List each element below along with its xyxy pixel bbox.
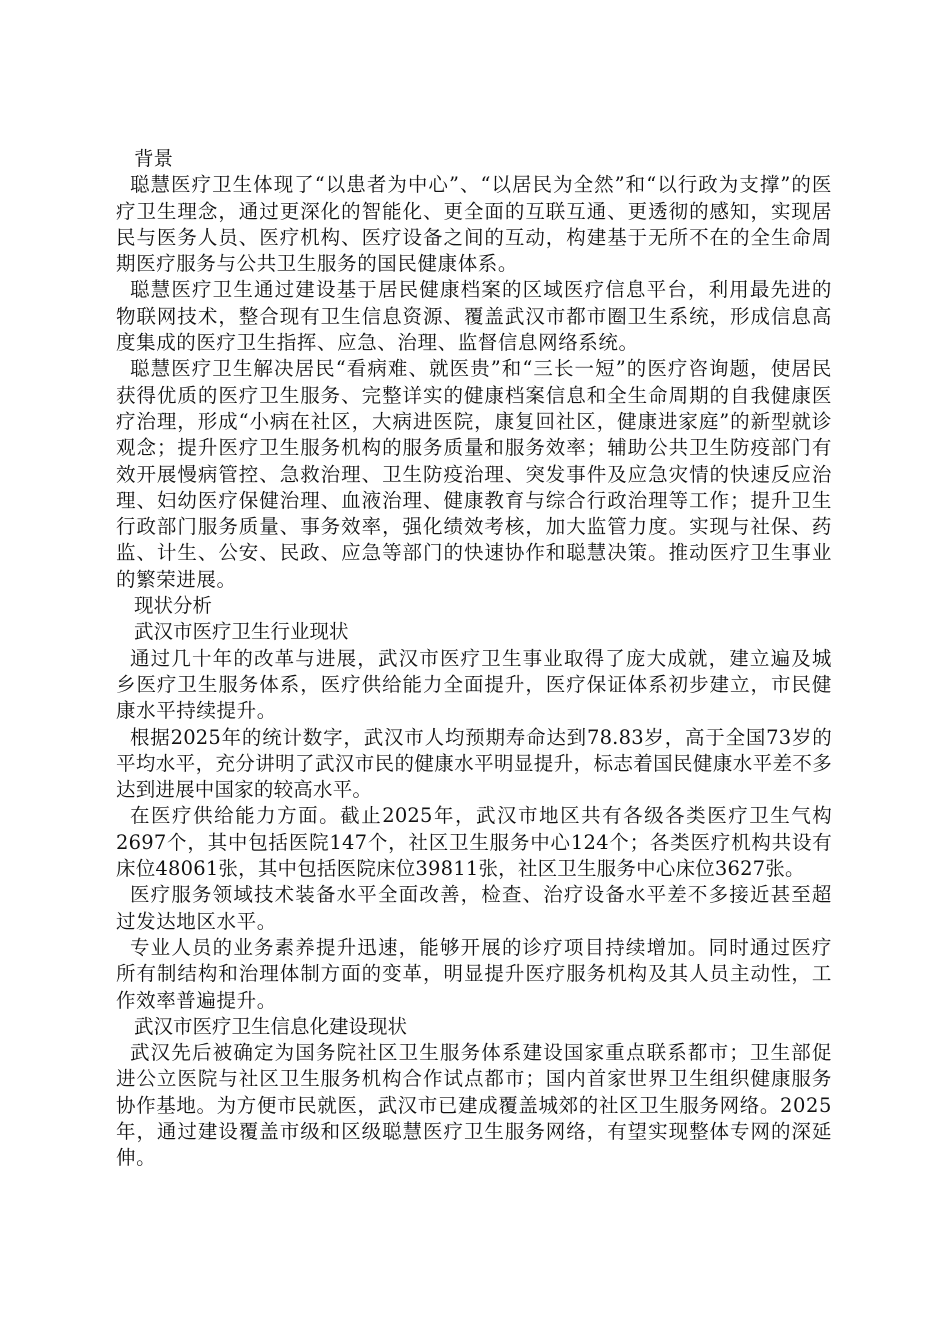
industry-paragraph-2: 根据2025年的统计数字，武汉市人均预期寿命达到78.83岁，高于全国73岁的平均水平，充分讲明了武汉市民的健康水平明显提升，标志着国民健康水平差不多达到进展中国家的较高水平。 xyxy=(116,725,832,802)
industry-paragraph-3: 在医疗供给能力方面。截止2025年，武汉市地区共有各级各类医疗卫生气构2697个，其中包括医院147个，社区卫生服务中心124个；各类医疗机构共设有床位48061张，其中包括医院床位39811张，社区卫生服务中心床位3627张。 xyxy=(116,804,832,881)
background-paragraph-3: 聪慧医疗卫生解决居民“看病难、就医贵”和“三长一短”的医疗咨询题，使居民获得优质的医疗卫生服务、完整详实的健康档案信息和全生命周期的自我健康医疗治理，形成“小病在社区，大病进医院，康复回社区，健康进家庭”的新型就诊观念；提升医疗卫生服务机构的服务质量和服务效率；辅助公共卫生防疫部门有效开展慢病管控、急救治理、卫生防疫治理、突发事件及应急灾情的快速反应治理、妇幼医疗保健治理、血液治理、健康教育与综合行政治理等工作；提升卫生行政部门服务质量、事务效率，强化绩效考核，加大监管力度。实现与社保、药监、计生、公安、民政、应急等部门的快速协作和聪慧决策。推动医疗卫生事业的繁荣进展。 xyxy=(116,357,832,591)
status-analysis-heading: 现状分析 xyxy=(134,594,213,618)
industry-status-heading: 武汉市医疗卫生行业现状 xyxy=(134,620,349,644)
industry-paragraph-1: 通过几十年的改革与进展，武汉市医疗卫生事业取得了庞大成就，建立遍及城乡医疗卫生服务体系，医疗供给能力全面提升，医疗保证体系初步建立，市民健康水平持续提升。 xyxy=(116,646,832,723)
document-page xyxy=(116,146,832,1172)
it-paragraph-1: 武汉先后被确定为国务院社区卫生服务体系建设国家重点联系都市；卫生部促进公立医院与社区卫生服务机构合作试点都市；国内首家世界卫生组织健康服务协作基地。为方便市民就医，武汉市已建成覆盖城郊的社区卫生服务网络。2025年，通过建设覆盖市级和区级聪慧医疗卫生服务网络，有望实现整体专网的深延伸。 xyxy=(116,1041,832,1170)
background-heading: 背景 xyxy=(134,147,174,170)
industry-paragraph-4: 医疗服务领域技术装备水平全面改善，检查、治疗设备水平差不多接近甚至超过发达地区水平。 xyxy=(116,883,832,933)
industry-paragraph-5: 专业人员的业务素养提升迅速，能够开展的诊疗项目持续增加。同时通过医疗所有制结构和治理体制方面的变革，明显提升医疗服务机构及其人员主动性，工作效率普遍提升。 xyxy=(116,935,832,1012)
it-construction-heading: 武汉市医疗卫生信息化建设现状 xyxy=(134,1014,408,1038)
background-paragraph-1: 聪慧医疗卫生体现了“以患者为中心”、“以居民为全然”和“以行政为支撑”的医疗卫生理念，通过更深化的智能化、更全面的互联互通、更透彻的感知，实现居民与医务人员、医疗机构、医疗设备之间的互动，构建基于无所不在的全生命周期医疗服务与公共卫生服务的国民健康体系。 xyxy=(116,173,832,276)
background-paragraph-2: 聪慧医疗卫生通过建设基于居民健康档案的区域医疗信息平台，利用最先进的物联网技术，整合现有卫生信息资源、覆盖武汉市都市圈卫生系统，形成信息高度集成的医疗卫生指挥、应急、治理、监督信息网络系统。 xyxy=(116,278,832,355)
